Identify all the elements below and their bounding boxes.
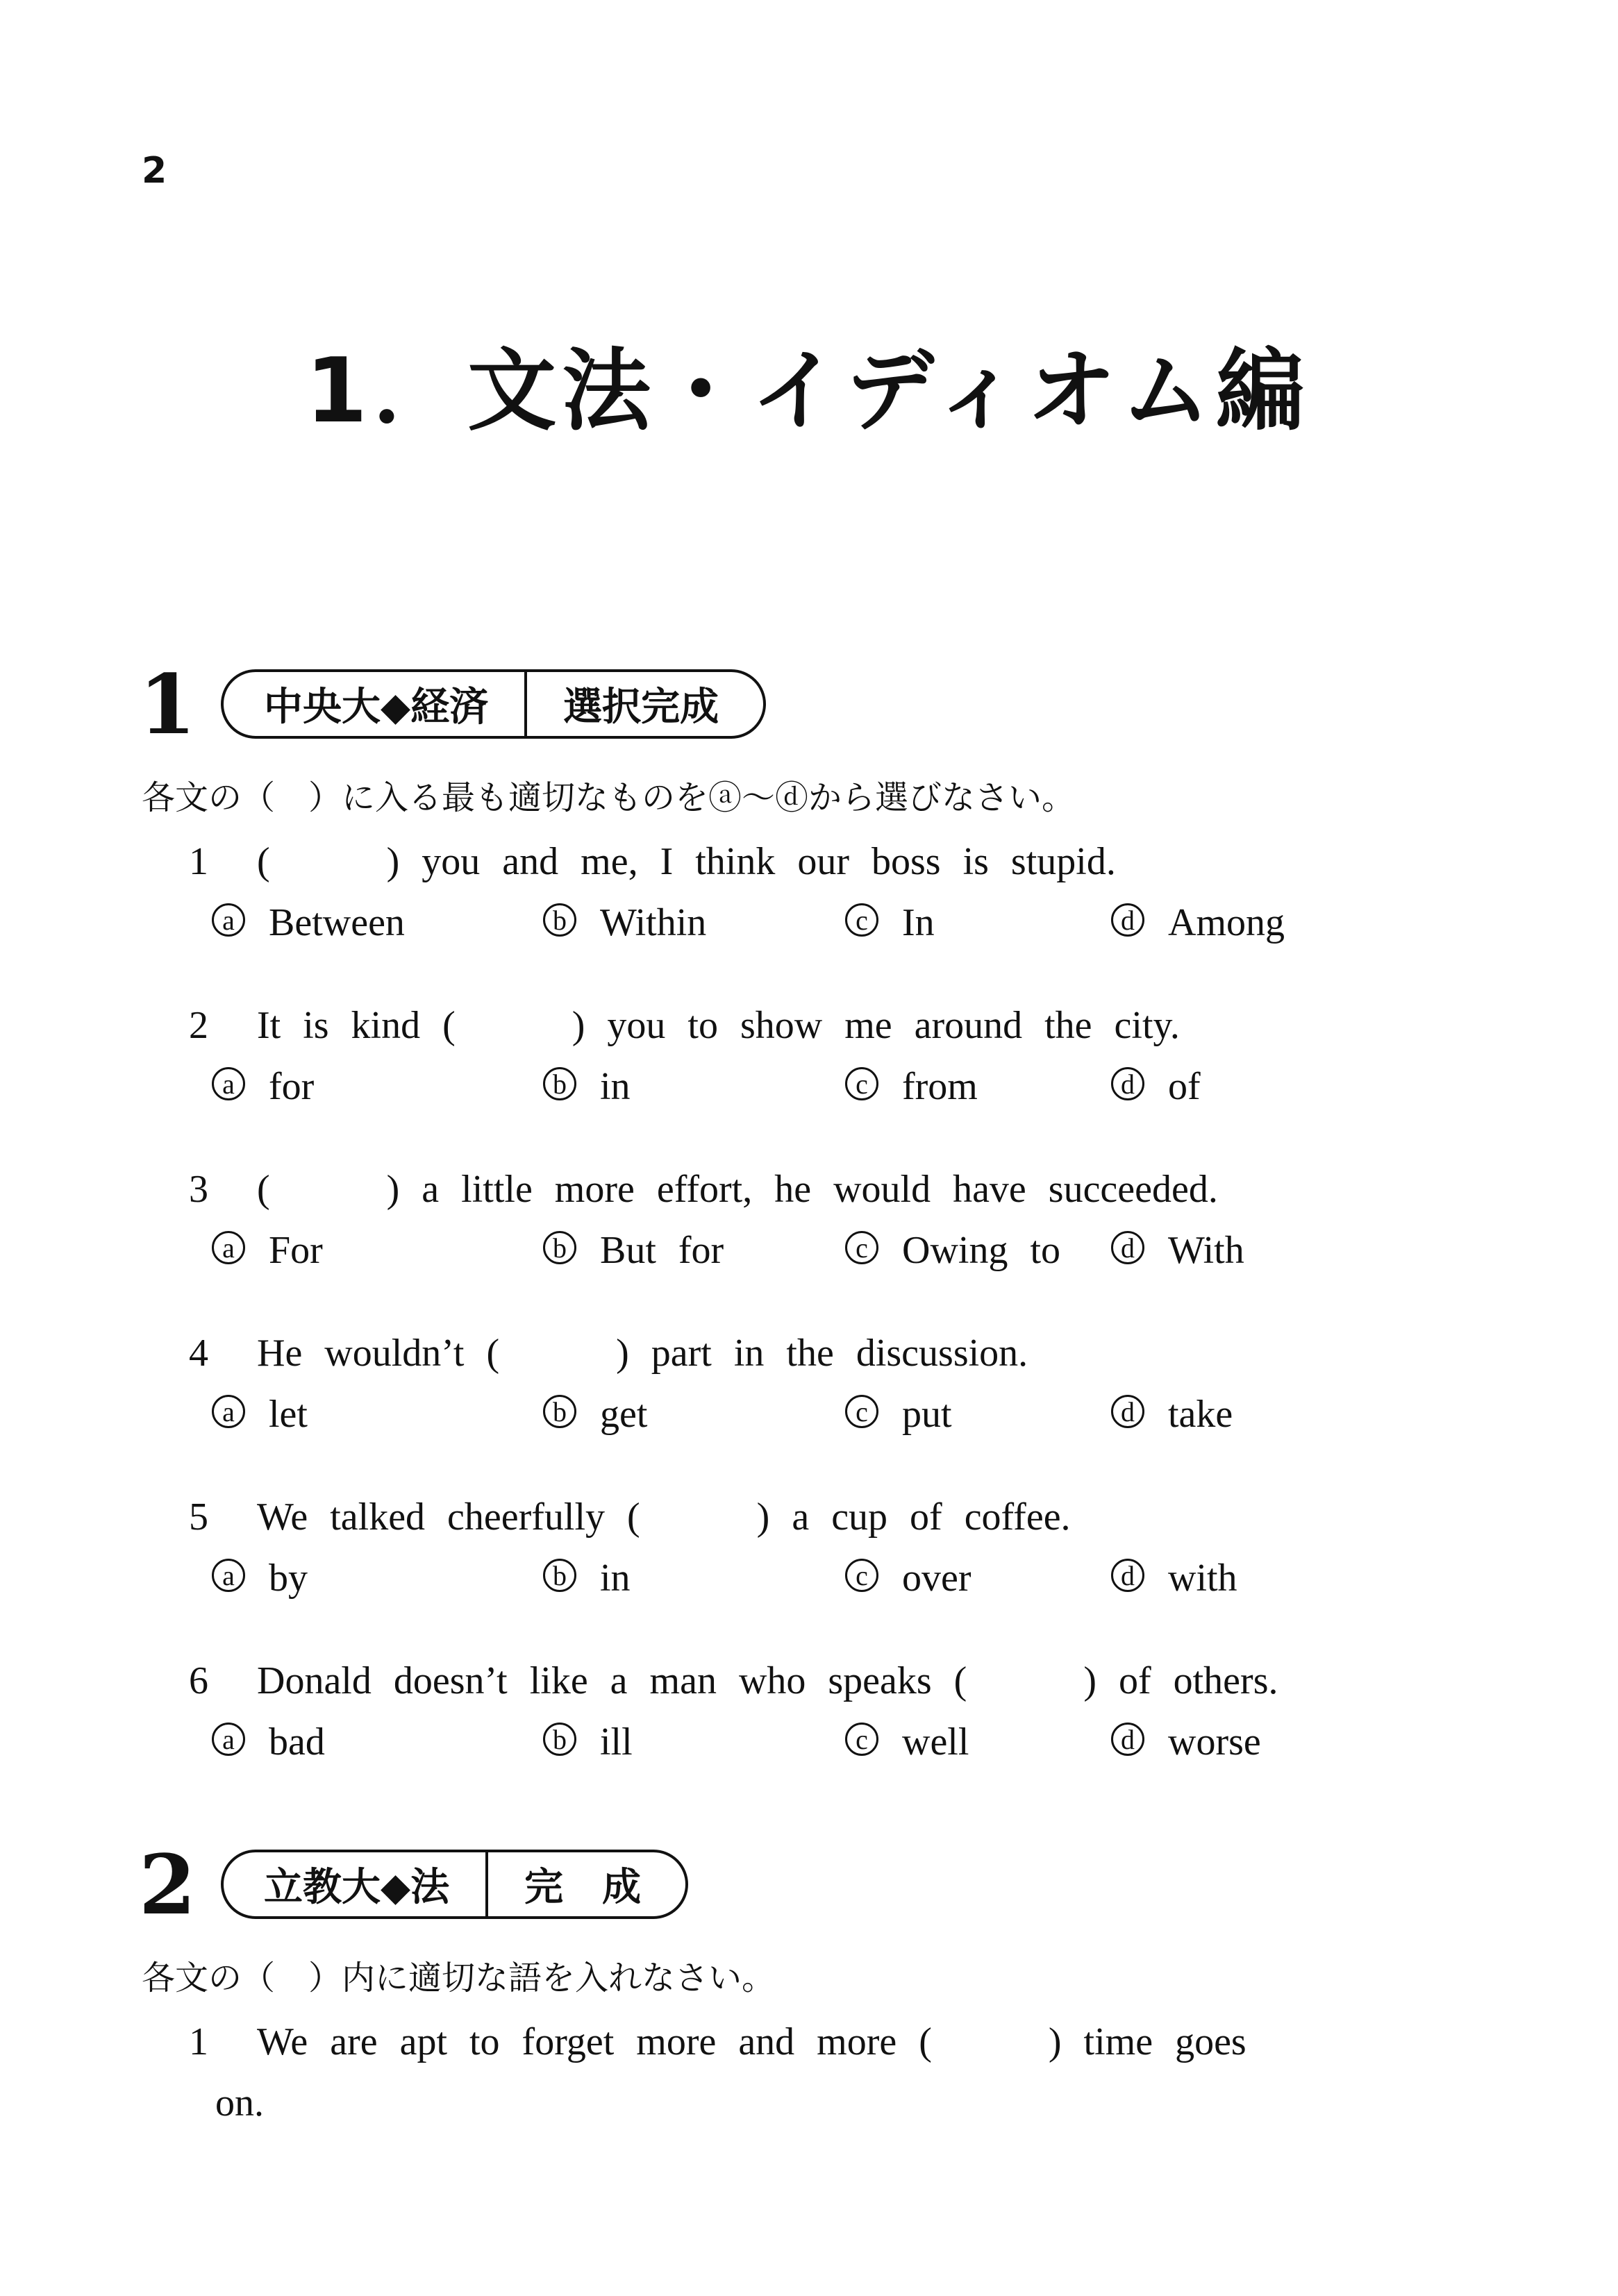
option-mark: c xyxy=(845,903,878,937)
question-text: ( ) you and me, I think our boss is stupid. xyxy=(257,840,1116,883)
option-text: Owing to xyxy=(902,1229,1060,1272)
option-a xyxy=(212,1384,308,1445)
question xyxy=(139,2011,1458,2134)
option-mark: a xyxy=(212,1559,245,1592)
section-2 xyxy=(139,1836,1458,2134)
question-text: It is kind ( ) you to show me around the city. xyxy=(257,1004,1180,1047)
question-number: 5 xyxy=(189,1495,208,1539)
question xyxy=(139,995,1458,1117)
option-text: in xyxy=(600,1065,631,1108)
option-b xyxy=(543,1711,633,1773)
option-text: bad xyxy=(269,1720,325,1763)
question-number: 3 xyxy=(189,1168,208,1211)
option-text: with xyxy=(1168,1557,1237,1600)
option-text: Within xyxy=(600,901,707,944)
question xyxy=(139,1159,1458,1281)
option-mark: b xyxy=(543,903,576,937)
section-header xyxy=(139,656,1458,753)
option-text: put xyxy=(902,1393,952,1436)
question-continuation: on. xyxy=(215,2081,264,2125)
question-number: 4 xyxy=(189,1332,208,1375)
option-mark: a xyxy=(212,1723,245,1756)
option-mark: a xyxy=(212,1231,245,1264)
option-text: For xyxy=(269,1229,323,1272)
option-b xyxy=(543,892,706,953)
option-text: from xyxy=(902,1065,978,1108)
option-mark: d xyxy=(1111,1231,1144,1264)
option-text: worse xyxy=(1168,1720,1261,1763)
question xyxy=(139,1323,1458,1445)
option-mark: d xyxy=(1111,1723,1144,1756)
option-c xyxy=(845,1056,978,1117)
question-type-label: 完 成 xyxy=(485,1852,685,1916)
question-text: We talked cheerfully ( ) a cup of coffee. xyxy=(257,1495,1071,1539)
option-d xyxy=(1111,1384,1233,1445)
option-mark: b xyxy=(543,1395,576,1428)
option-mark: c xyxy=(845,1723,878,1756)
section-tag xyxy=(221,669,766,739)
option-text: take xyxy=(1168,1393,1233,1436)
page-number: 2 xyxy=(142,150,167,192)
option-mark: c xyxy=(845,1231,878,1264)
option-mark: d xyxy=(1111,1067,1144,1100)
question-text: Donald doesn’t like a man who speaks ( ) of others. xyxy=(257,1659,1278,1702)
option-text: In xyxy=(902,901,935,944)
option-b xyxy=(543,1384,647,1445)
option-mark: c xyxy=(845,1067,878,1100)
option-mark: d xyxy=(1111,1559,1144,1592)
option-d xyxy=(1111,892,1285,953)
option-text: ill xyxy=(600,1720,633,1763)
option-a xyxy=(212,1548,308,1609)
option-mark: a xyxy=(212,1395,245,1428)
option-text: well xyxy=(902,1720,969,1763)
section-tag xyxy=(221,1850,688,1919)
section-header xyxy=(139,1836,1458,1933)
school-label: 立教大◆法 xyxy=(264,1865,450,1910)
option-mark: b xyxy=(543,1067,576,1100)
section-1 xyxy=(139,656,1458,1773)
option-text: by xyxy=(269,1557,308,1600)
option-text: With xyxy=(1168,1229,1244,1272)
option-mark: a xyxy=(212,903,245,937)
option-text: Between xyxy=(269,901,405,944)
option-mark: b xyxy=(543,1723,576,1756)
option-mark: b xyxy=(543,1231,576,1264)
option-c xyxy=(845,1711,969,1773)
option-a xyxy=(212,1056,314,1117)
option-b xyxy=(543,1548,631,1609)
option-c xyxy=(845,1384,952,1445)
question-number: 1 xyxy=(189,840,208,883)
question-type-label: 選択完成 xyxy=(524,672,763,736)
option-c xyxy=(845,892,935,953)
instruction: 各文の（ ）内に適切な語を入れなさい。 xyxy=(142,1959,776,1997)
option-b xyxy=(543,1056,631,1117)
option-mark: d xyxy=(1111,903,1144,937)
option-a xyxy=(212,1220,323,1281)
option-b xyxy=(543,1220,724,1281)
option-d xyxy=(1111,1220,1244,1281)
option-a xyxy=(212,892,405,953)
question-text: ( ) a little more effort, he would have succeeded. xyxy=(257,1168,1218,1211)
question xyxy=(139,1650,1458,1773)
option-mark: c xyxy=(845,1559,878,1592)
option-text: for xyxy=(269,1065,315,1108)
option-text: get xyxy=(600,1393,648,1436)
option-text: of xyxy=(1168,1065,1201,1108)
section-number: 2 xyxy=(139,1836,197,1933)
option-text: Among xyxy=(1168,901,1285,944)
option-text: But for xyxy=(600,1229,724,1272)
option-mark: b xyxy=(543,1559,576,1592)
question-text: We are apt to forget more and more ( ) time goes xyxy=(257,2020,1246,2063)
option-mark: d xyxy=(1111,1395,1144,1428)
option-text: let xyxy=(269,1393,308,1436)
question-number: 6 xyxy=(189,1659,208,1702)
question-text: He wouldn’t ( ) part in the discussion. xyxy=(257,1332,1028,1375)
option-d xyxy=(1111,1056,1201,1117)
question-number: 2 xyxy=(189,1004,208,1047)
option-text: over xyxy=(902,1557,971,1600)
school-label: 中央大◆経済 xyxy=(264,685,489,730)
instruction: 各文の（ ）に入る最も適切なものをⓐ～ⓓから選びなさい。 xyxy=(142,778,1076,817)
section-number: 1 xyxy=(139,656,197,753)
chapter-title: 1．文法・イディオム編 xyxy=(306,340,1310,443)
option-mark: a xyxy=(212,1067,245,1100)
option-c xyxy=(845,1548,971,1609)
option-d xyxy=(1111,1711,1261,1773)
question xyxy=(139,1486,1458,1609)
option-text: in xyxy=(600,1557,631,1600)
option-d xyxy=(1111,1548,1237,1609)
question-number: 1 xyxy=(189,2020,208,2063)
option-a xyxy=(212,1711,325,1773)
question xyxy=(139,831,1458,953)
option-c xyxy=(845,1220,1060,1281)
option-mark: c xyxy=(845,1395,878,1428)
